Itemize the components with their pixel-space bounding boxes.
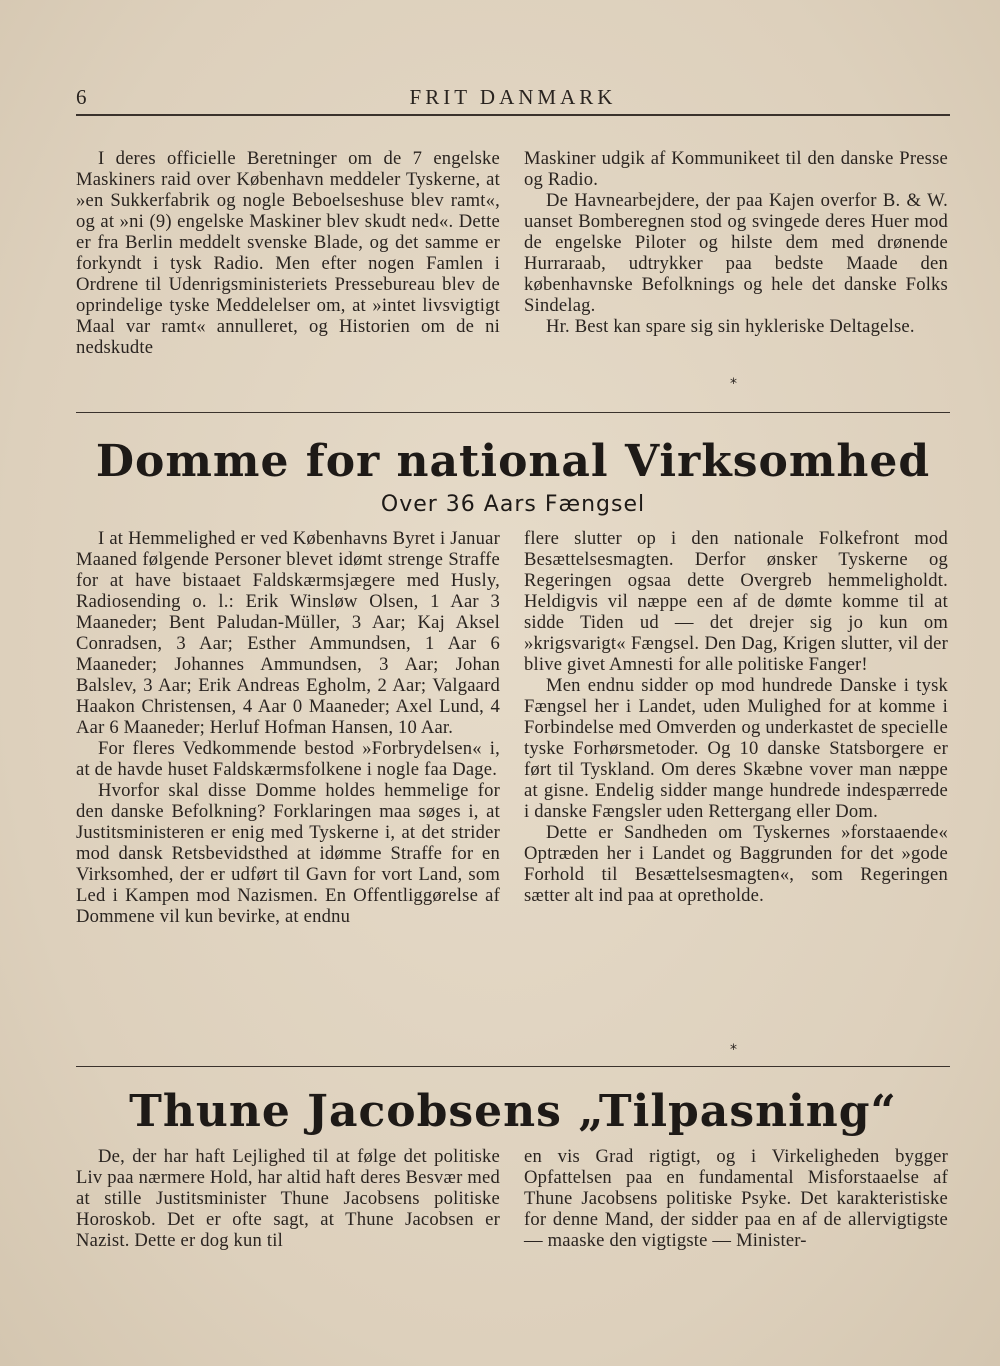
paragraph: I deres officielle Beretninger om de 7 engelske Maskiners raid over København meddeler Tyskerne, at »en Sukkerfabrik og nogle Beboelseshuse blev ramt«, og at »ni (9) engelske Maskiner blev skudt ned«. Dette er fra Berlin meddelt svenske Blade, og det samme er forkyndt i tysk Radio. Men efter nogen Famlen i Ordrene til Udenrigsministeriets Pressebureau blev de oprindelige tyske Meddelelser om, at »intet livsvigtigt Maal var ramt« annulleret, og Historien om de ni nedskudte <box>76 148 500 358</box>
section-divider <box>76 1066 950 1067</box>
paragraph: I at Hemmelighed er ved Københavns Byret i Januar Maaned følgende Personer blevet idømt strenge Straffe for at have bistaaet Faldskærmsjægere med Husly, Radiosending o. l.: Erik Winsløw Olsen, 1 Aar 3 Maaneder; Bent Paludan-Müller, 3 Aar; Kaj Aksel Conradsen, 3 Aar; Esther Ammundsen, 1 Aar 6 Maaneder; Johannes Ammundsen, 3 Aar; Johan Balslev, 3 Aar; Erik Andreas Egholm, 2 Aar; Valgaard Haakon Christensen, 4 Aar 0 Maaneder; Axel Lund, 4 Aar 6 Maaneder; Herluf Hofman Hansen, 10 Aar. <box>76 528 500 738</box>
paragraph: Hvorfor skal disse Domme holdes hemmelige for den danske Befolkning? Forklaringen maa søges i, at Justitsministeren er enig med Tyskerne i, at det strider mod dansk Retsbevidsthed at idømme Straffe for en Virksomhed, der er udført til Gavn for vort Land, som Led i Kampen mod Nazismen. En Offentliggørelse af Dommene vil kun bevirke, at endnu <box>76 780 500 927</box>
paragraph: For fleres Vedkommende bestod »Forbrydelsen« i, at de havde huset Faldskærmsfolkene i nogle faa Dage. <box>76 738 500 780</box>
section-divider <box>76 412 950 413</box>
article-middle-column-2 <box>524 528 948 906</box>
paragraph: en vis Grad rigtigt, og i Virkeligheden bygger Opfattelsen paa en fundamental Misforstaaelse af Thune Jacobsens politiske Psyke. Det karakteristiske for denne Mand, der sidder paa en af de allervigtigste — maaske den vigtigste — Minister- <box>524 1146 948 1251</box>
paragraph: De Havnearbejdere, der paa Kajen overfor B. & W. uanset Bomberegnen stod og svingede deres Huer mod de engelske Piloter og hilste dem med drønende Hurraraab, udtrykker paa bedste Maade den københavnske Befolknings og hele det danske Folks Sindelag. <box>524 190 948 316</box>
paragraph: Dette er Sandheden om Tyskernes »forstaaende« Optræden her i Landet og Baggrunden for det »gode Forhold til Besættelsesmagten«, som Regeringen sætter alt ind paa at opretholde. <box>524 822 948 906</box>
article-middle-column-1 <box>76 528 500 927</box>
article-headline: Domme for national Virksomhed <box>95 436 931 487</box>
page-number: 6 <box>76 85 87 109</box>
paragraph: De, der har haft Lejlighed til at følge det politiske Liv paa nærmere Hold, har altid haft deres Besvær med at stille Justitsminister Thune Jacobsens politiske Horoskob. Det er ofte sagt, at Thune Jacobsen er Nazist. Dette er dog kun til <box>76 1146 500 1251</box>
separator-star: * <box>730 376 737 392</box>
article-bottom-column-1 <box>76 1146 500 1251</box>
article-headline: Thune Jacobsens „Tilpasning“ <box>129 1086 897 1137</box>
article-subhead: Over 36 Aars Fængsel <box>380 492 646 517</box>
paragraph: flere slutter op i den nationale Folkefront mod Besættelsesmagten. Derfor ønsker Tyskerne og Regeringen ogsaa dette Overgreb hemmeligholdt. Heldigvis vil næppe een af de dømte komme til at sidde Tiden ud — det drejer sig jo kun om »krigsvarigt« Fængsel. Den Dag, Krigen slutter, vil der blive givet Amnesti for alle politiske Fanger! <box>524 528 948 675</box>
page-header <box>76 84 950 116</box>
article-bottom-column-2 <box>524 1146 948 1251</box>
paragraph: Men endnu sidder op mod hundrede Danske i tysk Fængsel her i Landet, uden Mulighed for at komme i Forbindelse med Omverden og underkastet de specielle tyske Forhørsmetoder. Og 10 danske Statsborgere er ført til Tyskland. Om deres Skæbne vover man næppe at gisne. Endelig sidder mange hundrede indespærrede i danske Fængsler uden Rettergang eller Dom. <box>524 675 948 822</box>
article-top-column-2 <box>524 148 948 337</box>
paragraph: Maskiner udgik af Kommunikeet til den danske Presse og Radio. <box>524 148 948 190</box>
masthead: FRIT DANMARK <box>409 85 617 109</box>
article-top-column-1 <box>76 148 500 358</box>
paragraph: Hr. Best kan spare sig sin hykleriske Deltagelse. <box>546 316 915 337</box>
separator-star: * <box>730 1042 737 1058</box>
